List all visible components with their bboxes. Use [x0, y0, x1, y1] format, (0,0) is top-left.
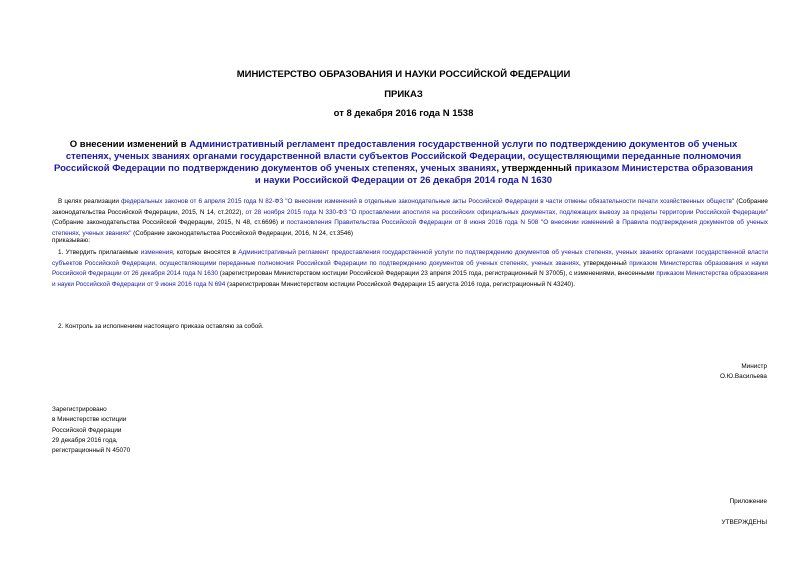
registration-line-2: в Министерстве юстиции	[52, 416, 127, 424]
title-link-regulation[interactable]: Административный регламент предоставления государственной услуги по подтверждению документов об ученых степенях, ученых званиях органами государственной власти субъектов Российской Федерации, осуществляющими переданные полномочия Российской Федерации по подтверждению документов об ученых степенях, ученых званиях	[53, 139, 742, 174]
document-title	[52, 139, 755, 187]
order-word: приказываю:	[52, 237, 90, 244]
preamble-paragraph	[52, 197, 768, 239]
preamble-text-2: (Собрание законодательства Российской Федерации, 2015, N 14, ст.2022),	[52, 198, 768, 216]
title-middle: , утвержденный	[496, 163, 575, 174]
item1-link-order-1630[interactable]: приказом Министерства образования и науки Российской Федерации от 26 декабря 2014 года N 1630	[52, 259, 768, 277]
preamble-text-1: В целях реализации	[58, 198, 122, 205]
item1-link-order-694[interactable]: приказом Министерства образования и науки Российской Федерации от 9 июня 2016 года N 694	[52, 270, 768, 288]
item1-link-regulation[interactable]: Административный регламент предоставления государственной услуги по подтверждению документов об ученых степенях, ученых званиях органами государственной власти субъектов Российской Федерации, осуществляющими переданные полномочия Российской Федерации по подтверждению документов об ученых степенях, ученых званиях	[52, 249, 768, 267]
item1-text-3: , утвержденный	[578, 259, 630, 267]
approved-label: УТВЕРЖДЕНЫ	[721, 519, 767, 526]
appendix-label: Приложение	[729, 498, 767, 505]
item1-text-1: 1. Утвердить прилагаемые	[58, 249, 141, 256]
doc-type-heading: ПРИКАЗ	[384, 89, 423, 100]
title-prefix: О внесении изменений в	[69, 139, 190, 150]
preamble-link-330fz[interactable]: от 28 ноября 2015 года N 330-ФЗ "О проставлении апостиля на российских официальных документах, подлежащих вывозу за пределы территории Российской Федерации"	[245, 208, 768, 216]
item1-text-2: , которые вносятся в	[172, 249, 239, 256]
registration-line-5: регистрационный N 45070	[52, 447, 131, 455]
preamble-link-resolution-508[interactable]: постановления Правительства Российской Федерации от 8 июня 2016 года N 508 "О внесении изменений в Правила подтверждения документов об ученых степенях, ученых званиях"	[52, 219, 768, 237]
date-number-heading: от 8 декабря 2016 года N 1538	[333, 108, 474, 119]
item-2-paragraph: 2. Контроль за исполнением настоящего приказа оставляю за собой.	[58, 323, 264, 330]
signature-name: О.Ю.Васильева	[719, 373, 767, 380]
registration-line-4: 29 декабря 2016 года,	[52, 436, 118, 444]
title-link-order[interactable]: приказом Министерства образования и науки Российской Федерации от 26 декабря 2014 года N 1630	[254, 163, 754, 186]
preamble-link-federal-laws[interactable]: федеральных законов от 6 апреля 2015 года N 82-ФЗ "О внесении изменений в отдельные законодательные акты Российской Федерации в части отмены обязательности печати хозяйственных обществ"	[121, 198, 735, 205]
ministry-heading: МИНИСТЕРСТВО ОБРАЗОВАНИЯ И НАУКИ РОССИЙСКОЙ ФЕДЕРАЦИИ	[236, 69, 571, 80]
preamble-text-3: (Собрание законодательства Российской Федерации, 2015, N 48, ст.6696) и	[52, 219, 287, 226]
signature-block	[720, 362, 767, 382]
registration-line-1: Зарегистрировано	[52, 406, 107, 413]
registration-block	[52, 405, 130, 456]
item1-text-5: (зарегистрирован Министерством юстиции Российской Федерации 15 августа 2016 года, регистрационный N 43240).	[225, 280, 576, 288]
item1-link-changes[interactable]: изменения	[140, 249, 173, 256]
item-1-paragraph	[52, 248, 768, 290]
signature-position: Министр	[741, 363, 767, 370]
preamble-text-4: (Собрание законодательства Российской Федерации, 2016, N 24, ст.3546)	[131, 229, 354, 237]
item1-text-4: (зарегистрирован Министерством юстиции Российской Федерации 23 апреля 2015 года, регистрационный N 37005), с изменениями, внесенными	[217, 270, 657, 277]
registration-line-3: Российской Федерации	[52, 426, 122, 434]
